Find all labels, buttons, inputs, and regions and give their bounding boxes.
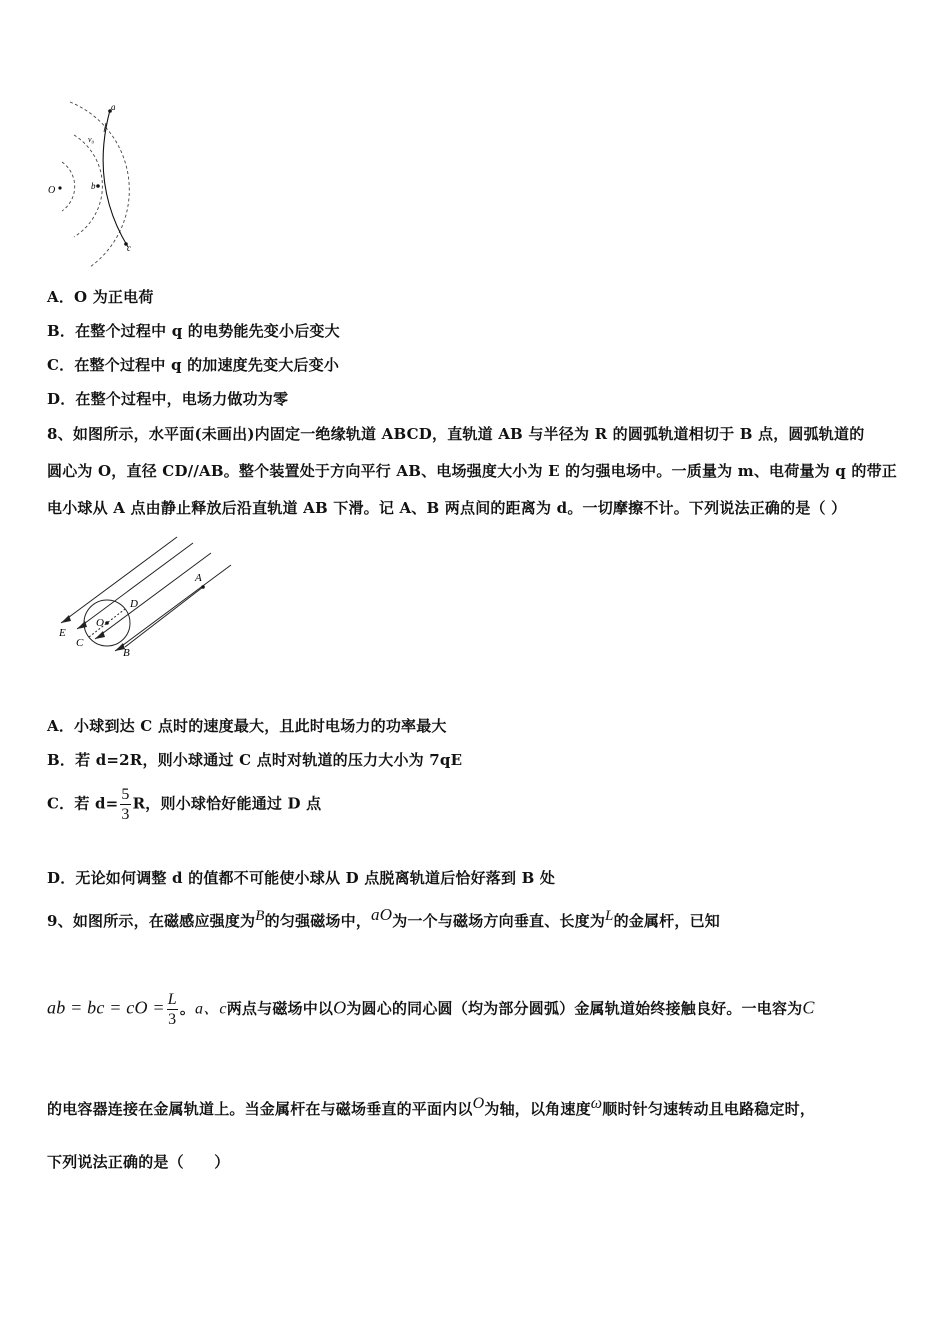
label-C: C — [76, 637, 84, 649]
trajectory — [103, 110, 128, 247]
symbol-o-axis: O — [472, 1095, 485, 1112]
q9-stem-line-1 — [47, 905, 720, 931]
fraction-five-thirds — [120, 785, 130, 824]
fraction-l-denominator: 3 — [168, 1011, 177, 1028]
q8-option-c-suffix: R，则小球恰好能通过 D 点 — [132, 794, 322, 813]
fraction-l-numerator: L — [167, 991, 177, 1008]
q8-option-a: A．小球到达 C 点时的速度最大，且此时电场力的功率最大 — [47, 717, 447, 735]
symbol-b: B — [255, 908, 265, 924]
fraction-denominator: 3 — [121, 806, 130, 823]
field-line-3 — [95, 553, 211, 639]
q9-stem-line-2 — [47, 990, 815, 1029]
label-A: A — [195, 572, 202, 584]
label-B: B — [123, 647, 130, 659]
q8-option-c-prefix: C．若 d= — [47, 794, 119, 813]
point-center-o — [105, 621, 109, 625]
q9-text-8: 的电容器连接在金属轨道上。当金属杆在与磁场垂直的平面内以 — [47, 1100, 473, 1118]
q9-stem-line-3 — [47, 1095, 815, 1119]
symbol-ao: aO — [371, 905, 393, 924]
field-line-1 — [61, 537, 177, 623]
q9-stem-line-4: 下列说法正确的是（ ） — [47, 1153, 230, 1171]
q9-text-9: 为轴，以角速度 — [484, 1100, 591, 1118]
equation-ab-bc-co: ab = bc = cO = — [47, 997, 165, 1018]
label-b: b — [91, 181, 96, 191]
fraction-numerator: 5 — [121, 786, 130, 803]
equipotential-arc-inner — [62, 162, 75, 211]
q9-text-7: 为圆心的同心圆（均为部分圆弧）金属轨道始终接触良好。一电容为 — [346, 999, 803, 1018]
label-D: D — [130, 598, 138, 610]
point-o — [58, 186, 61, 189]
q7-option-c: C．在整个过程中 q 的加速度先变大后变小 — [47, 356, 340, 374]
q8-option-d: D．无论如何调整 d 的值都不可能使小球从 D 点脱离轨道后恰好落到 B 处 — [47, 869, 556, 887]
symbol-omega: ω — [590, 1095, 603, 1112]
q9-text-2: 的匀强磁场中， — [264, 912, 372, 930]
symbol-c: C — [802, 997, 815, 1018]
symbol-l: L — [605, 908, 614, 924]
q7-option-d: D．在整个过程中，电场力做功为零 — [47, 390, 289, 408]
q9-text-10: 顺时针匀速转动且电路稳定时， — [602, 1100, 816, 1118]
figure-1 — [40, 95, 165, 275]
q7-option-b: B．在整个过程中 q 的电势能先变小后变大 — [47, 322, 340, 340]
q9-text-1: 9、如图所示，在磁感应强度为 — [47, 912, 256, 930]
field-line-2 — [77, 543, 193, 629]
symbol-o: O — [333, 997, 347, 1018]
point-b — [96, 184, 100, 188]
fraction-l-thirds — [167, 990, 178, 1029]
q8-stem-line-2: 圆心为 O，直径 CD//AB。整个装置处于方向平行 AB、电场强度大小为 E 的匀强电场中。一质量为 m、电荷量为 q 的带正 — [47, 462, 897, 480]
label-O: O — [96, 617, 104, 629]
label-E: E — [59, 627, 66, 639]
point-a — [201, 585, 205, 589]
q8-stem-line-1: 8、如图所示，水平面(未画出)内固定一绝缘轨道 ABCD，直轨道 AB 与半径为 R 的圆弧轨道相切于 B 点，圆弧轨道的 — [47, 425, 865, 443]
label-c: c — [127, 243, 131, 253]
q8-option-b: B．若 d=2R，则小球通过 C 点时对轨道的压力大小为 7qE — [47, 751, 463, 769]
figure-2 — [55, 535, 240, 665]
q9-text-4: 的金属杆，已知 — [613, 912, 720, 930]
label-v0: v₀ — [88, 135, 95, 144]
straight-track-ab — [125, 587, 203, 647]
equipotential-arc-outer — [70, 102, 129, 267]
q8-stem-line-3: 电小球从 A 点由静止释放后沿直轨道 AB 下滑。记 A、B 两点间的距离为 d。一切摩擦不计。下列说法正确的是（ ） — [47, 499, 847, 517]
symbol-a-c: a、c — [195, 1000, 227, 1018]
label-a: a — [111, 102, 116, 112]
q9-text-3: 为一个与磁场方向垂直、长度为 — [392, 912, 606, 930]
q9-text-6: 两点与磁场中以 — [226, 999, 334, 1018]
label-o: O — [48, 185, 56, 196]
q9-text-5: 。 — [179, 999, 196, 1018]
q8-option-c — [47, 785, 321, 824]
q7-option-a: A．O 为正电荷 — [47, 288, 154, 306]
